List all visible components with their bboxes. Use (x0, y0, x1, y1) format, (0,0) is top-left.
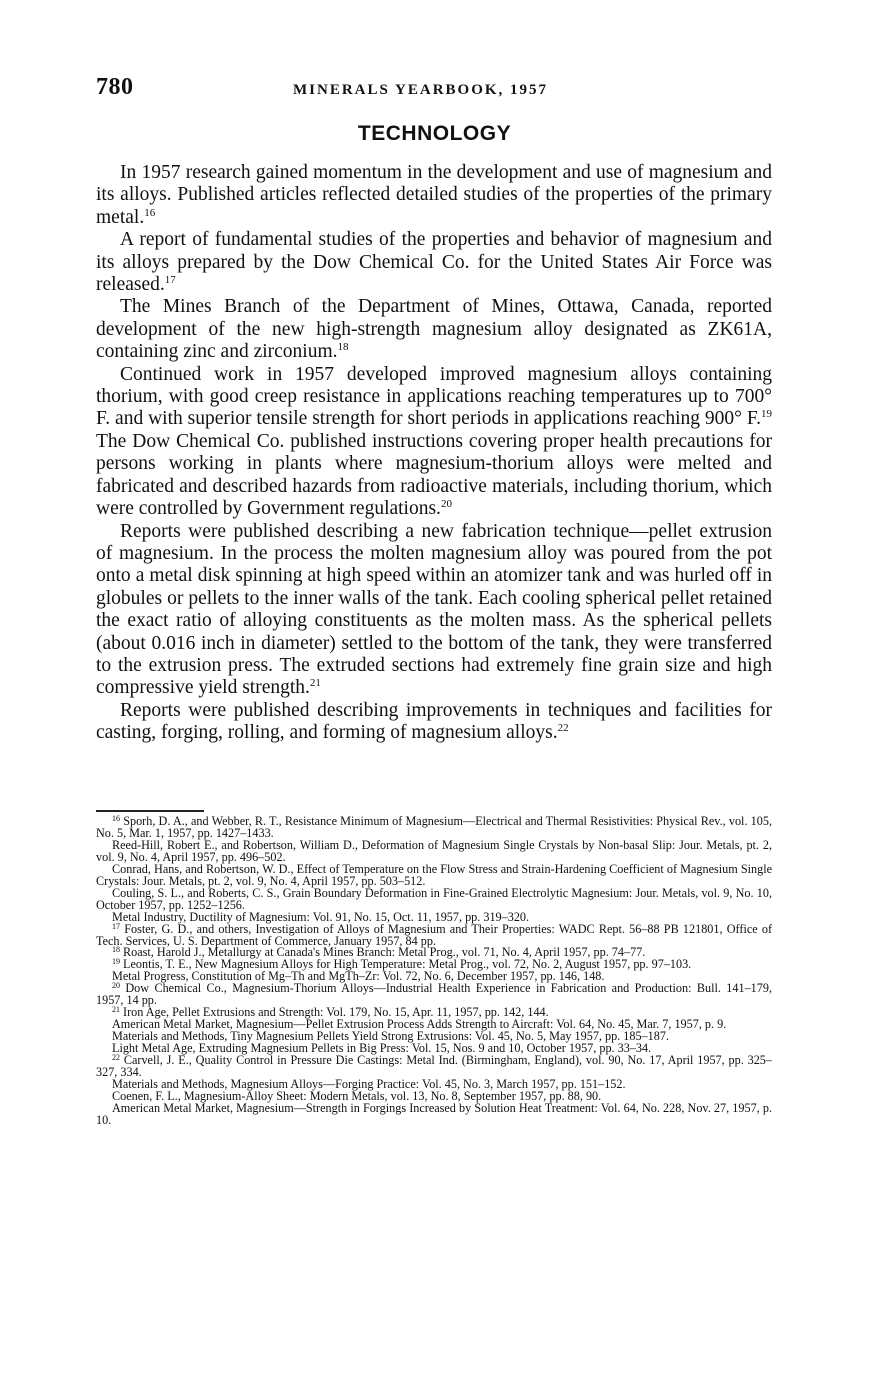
footnote: $^{17}$ Foster, G. D., and others, Investigation of Alloys of Magnesium and Their Properties: WADC Rept. 56–88 PB 121801, Office of Tech. Services, U. S. Department of Commerce, January 1957, 84 pp. (96, 921, 773, 948)
paragraph: Reports were published describing a new fabrication technique—pellet extrusion of magnesium. In the process the molten magnesium alloy was poured from the pot onto a metal disk spinning at high speed within an atomizer tank and was hurled off in globules or pellets to the inner walls of the tank. Each cooling spherical pellet retained the exact ratio of alloying constituents as the molten mass. As the spherical pellets (about 0.016 inch in diameter) settled to the bottom of the tank, they were transferred to the extrusion press. The extruded sections had extremely fine grain size and high compressive yield strength.$^{21}$ (96, 520, 772, 699)
footnote-ref: 21 (309, 677, 321, 690)
paragraph: Continued work in 1957 developed improved magnesium alloys containing thorium, with good creep resistance in applications reaching temperatures up to 700° F. and with superior tensile strength for short periods in applications reaching 900° F.$^{19}$ The Dow Chemical Co. published instructions covering proper health precautions for persons working in plants where magnesium-thorium alloys were melted and fabricated and described hazards from radioactive materials, including thorium, which were controlled by Government regulations.$^{20}$ (96, 363, 772, 520)
paragraph: A report of fundamental studies of the properties and behavior of magnesium and its alloys prepared by the Dow Chemical Co. for the United States Air Force was released.$^{17}$ (96, 229, 772, 296)
footnote: Materials and Methods, Tiny Magnesium Pellets Yield Strong Extrusions: Vol. 45, No. 5, May 1957, pp. 185–187. (112, 1029, 670, 1044)
footnote: Materials and Methods, Magnesium Alloys—Forging Practice: Vol. 45, No. 3, March 1957, pp. 151–152. (112, 1076, 626, 1091)
footnote-ref: 19 (761, 408, 772, 421)
footnote: Coenen, F. L., Magnesium-Alloy Sheet: Modern Metals, vol. 13, No. 8, September 1957, pp. 88, 90. (112, 1088, 602, 1103)
body-text (96, 162, 772, 745)
footnote: Metal Progress, Constitution of Mg–Th and MgTh–Zr: Vol. 72, No. 6, December 1957, pp. 146, 148. (112, 969, 605, 984)
footnote: Metal Industry, Ductility of Magnesium: Vol. 91, No. 15, Oct. 11, 1957, pp. 319–320. (112, 909, 530, 924)
paragraph: The Mines Branch of the Department of Mines, Ottawa, Canada, reported development of the new high-strength magnesium alloy designated as ZK61A, containing zinc and zirconium.$^{18}$ (96, 296, 772, 363)
footnote: $^{20}$ Dow Chemical Co., Magnesium-Thorium Alloys—Industrial Health Experience in Fabrication and Production: Bull. 141–179, 1957, 14 pp. (96, 981, 772, 1008)
footnote: $^{18}$ Roast, Harold J., Metallurgy at Canada's Mines Branch: Metal Prog., vol. 71, No. 4, April 1957, pp. 74–77. (112, 945, 646, 960)
page-header (96, 74, 772, 110)
footnote-ref: 17 (164, 274, 176, 287)
footnote-ref: 20 (440, 498, 452, 511)
footnotes (96, 816, 772, 1127)
footnote: American Metal Market, Magnesium—Strength in Forgings Increased by Solution Heat Treatment: Vol. 64, No. 228, Nov. 27, 1957, p. 10. (96, 1100, 772, 1127)
footnote: $^{21}$ Iron Age, Pellet Extrusions and Strength: Vol. 179, No. 15, Apr. 11, 1957, pp. 142, 144. (112, 1005, 549, 1020)
footnote-ref: 18 (337, 341, 349, 354)
footnote-ref: 16 (144, 206, 156, 219)
footnote-ref: 22 (557, 722, 569, 735)
running-head: MINERALS YEARBOOK, 1957 (293, 82, 549, 98)
footnote: $^{22}$ Carvell, J. E., Quality Control in Pressure Die Castings: Metal Ind. (Birmingham, England), vol. 90, No. 17, April 1957, pp. 325–327, 334. (96, 1053, 772, 1080)
footnote: American Metal Market, Magnesium—Pellet Extrusion Process Adds Strength to Aircraft: Vol. 64, No. 45, Mar. 7, 1957, p. 9. (112, 1017, 727, 1032)
footnote-divider (96, 810, 204, 812)
paragraph: In 1957 research gained momentum in the development and use of magnesium and its alloys. Published articles reflected detailed studies of the properties of the primary metal.$^{16}$ (96, 162, 772, 228)
footnote: Couling, S. L., and Roberts, C. S., Grain Boundary Deformation in Fine-Grained Electrolytic Magnesium: Jour. Metals, vol. 9, No. 10, October 1957, pp. 1252–1256. (96, 885, 772, 912)
footnote: $^{19}$ Leontis, T. E., New Magnesium Alloys for High Temperature: Metal Prog., vol. 72, No. 2, August 1957, pp. 97–103. (112, 957, 692, 972)
footnote: Light Metal Age, Extruding Magnesium Pellets in Big Press: Vol. 15, Nos. 9 and 10, October 1957, pp. 33–34. (112, 1041, 652, 1056)
footnote: Reed-Hill, Robert E., and Robertson, William D., Deformation of Magnesium Single Crystals by Non-basal Slip: Jour. Metals, pt. 2, vol. 9, No. 4, April 1957, pp. 496–502. (96, 837, 772, 864)
footnote: Conrad, Hans, and Robertson, W. D., Effect of Temperature on the Flow Stress and Strain-Hardening Coefficient of Magnesium Single Crystals: Jour. Metals, pt. 2, vol. 9, No. 4, April 1957, pp. 503–512. (96, 861, 772, 888)
footnote: $^{16}$ Sporh, D. A., and Webber, R. T., Resistance Minimum of Magnesium—Electrical and Thermal Resistivities: Physical Rev., vol. 105, No. 5, Mar. 1, 1957, pp. 1427–1433. (96, 814, 773, 840)
page-number: 780 (96, 74, 134, 100)
paragraph: Reports were published describing improvements in techniques and facilities for casting, forging, rolling, and forming of magnesium alloys.$^{22}$ (96, 699, 772, 744)
section-title: TECHNOLOGY (357, 122, 512, 145)
